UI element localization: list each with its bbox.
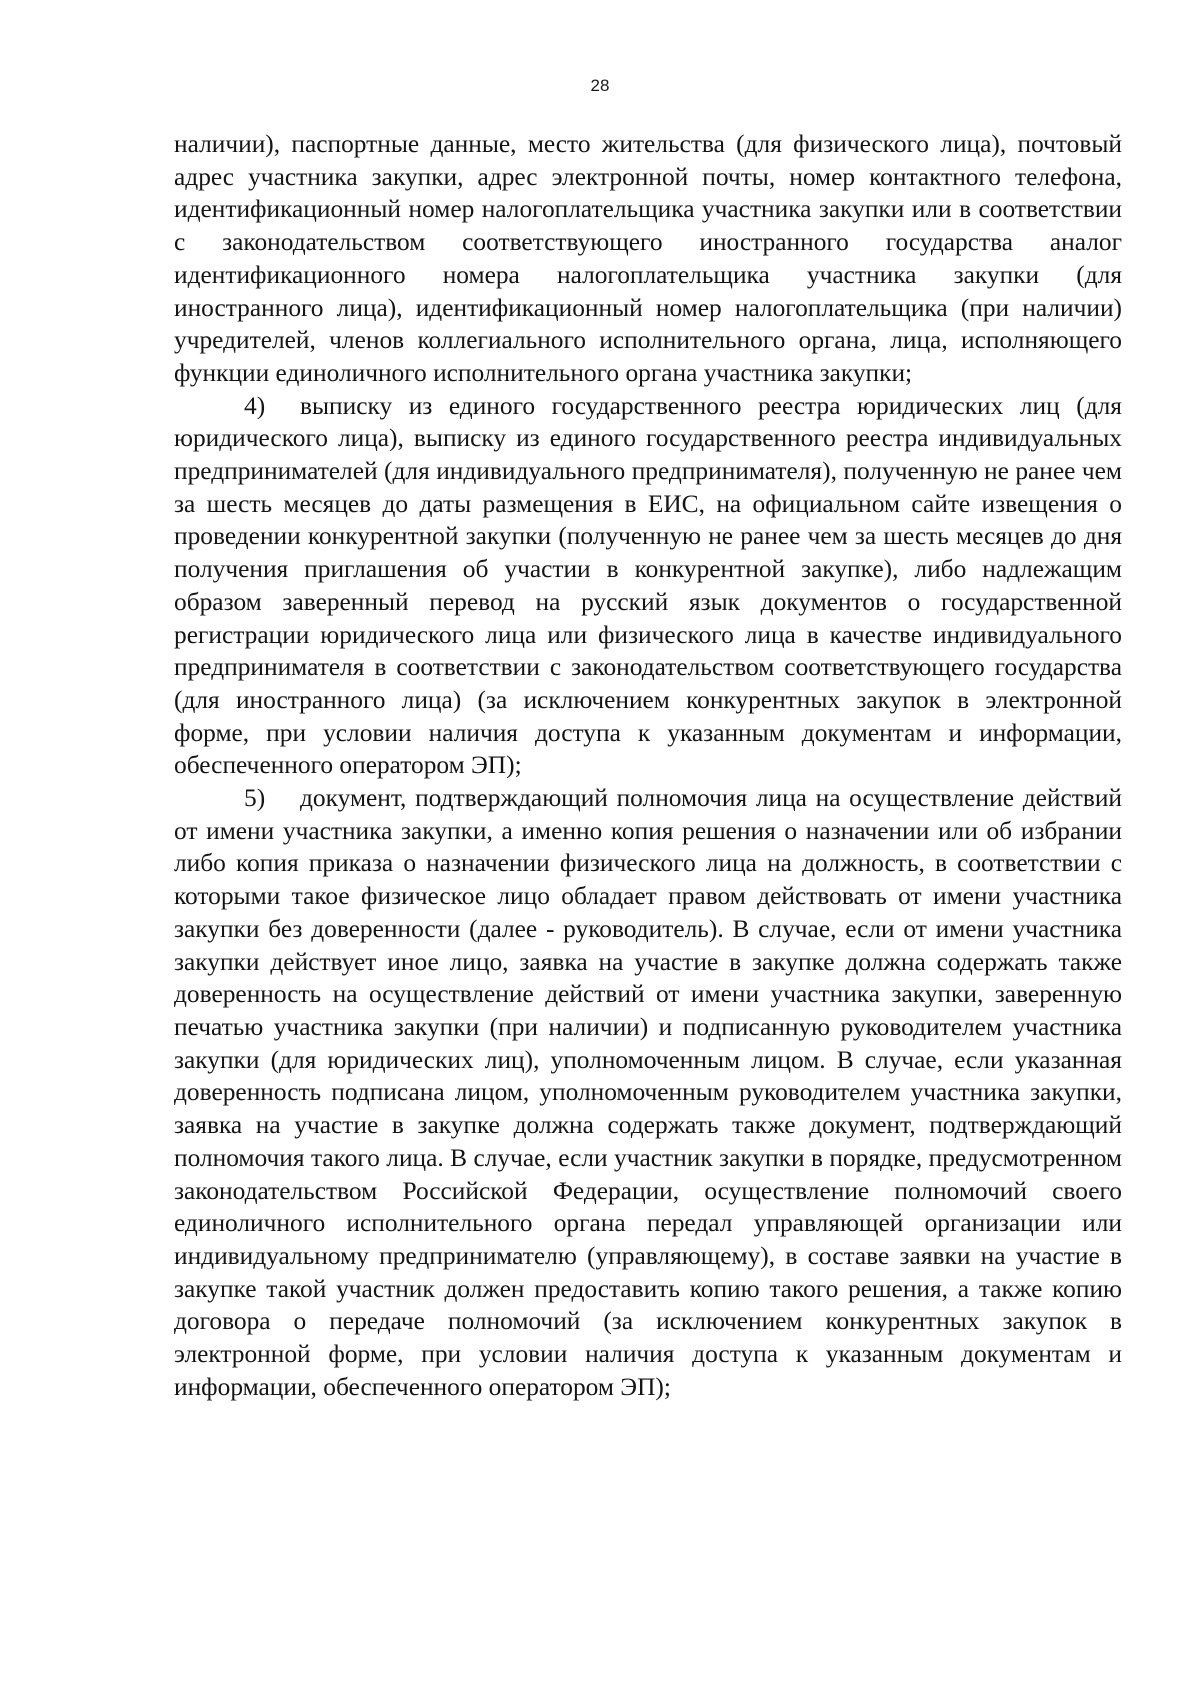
list-item-number: 4) [244, 391, 266, 420]
paragraph-text: наличии), паспортные данные, место жительства (для физического лица), почтовый адрес участника закупки, адрес электронной почты, номер контактного телефона, идентификационный номер налогоплательщика участника закупки или в соответствии с законодательством соответствующего иностранного государства аналог идентификационного номера налогоплательщика участника закупки (для иностранного лица), идентификационный номер налогоплательщика (при наличии) учредителей, членов коллегиального исполнительного органа, лица, исполняющего функции единоличного исполнительного органа участника закупки; [174, 130, 1122, 387]
list-item-text: документ, подтверждающий полномочия лица на осуществление действий от имени участника закупки, а именно копия решения о назначении или об избрании либо копия приказа о назначении физического лица на должность, в соответствии с которыми такое физическое лицо обладает правом действовать от имени участника закупки без доверенности (далее - руководитель). В случае, если от имени участника закупки действует иное лицо, заявка на участие в закупке должна содержать также доверенность на осуществление действий от имени участника закупки, заверенную печатью участника закупки (при наличии) и подписанную руководителем участника закупки (для юридических лиц), уполномоченным лицом. В случае, если указанная доверенность подписана лицом, уполномоченным руководителем участника закупки, заявка на участие в закупке должна содержать также документ, подтверждающий полномочия такого лица. В случае, если участник закупки в порядке, предусмотренном законодательством Российской Федерации, осуществление полномочий своего единоличного исполнительного органа передал управляющей организации или индивидуальному предпринимателю (управляющему), в составе заявки на участие в закупке такой участник должен предоставить копию такого решения, а также копию договора о передаче полномочий (за исключением конкурентных закупок в электронной форме, при условии наличия доступа к указанным документам и информации, обеспеченного оператором ЭП); [174, 784, 1122, 1401]
page-number: 28 [590, 76, 610, 95]
list-item-number: 5) [244, 784, 266, 813]
document-body [174, 128, 1122, 1403]
list-item-text: выписку из единого государственного реестра юридических лиц (для юридического лица), выписку из единого государственного реестра индивидуальных предпринимателей (для индивидуального предпринимателя), полученную не ранее чем за шесть месяцев до даты размещения в ЕИС, на официальном сайте извещения о проведении конкурентной закупки (полученную не ранее чем за шесть месяцев до дня получения приглашения об участии в конкурентной закупке), либо надлежащим образом заверенный перевод на русский язык документов о государственной регистрации юридического лица или физического лица в качестве индивидуального предпринимателя в соответствии с законодательством соответствующего государства (для иностранного лица) (за исключением конкурентных закупок в электронной форме, при условии наличия доступа к указанным документам и информации, обеспеченного оператором ЭП); [174, 391, 1122, 780]
list-item-5 [174, 782, 1122, 1403]
paragraph-continuation [174, 128, 1122, 390]
list-item-4 [174, 390, 1122, 782]
